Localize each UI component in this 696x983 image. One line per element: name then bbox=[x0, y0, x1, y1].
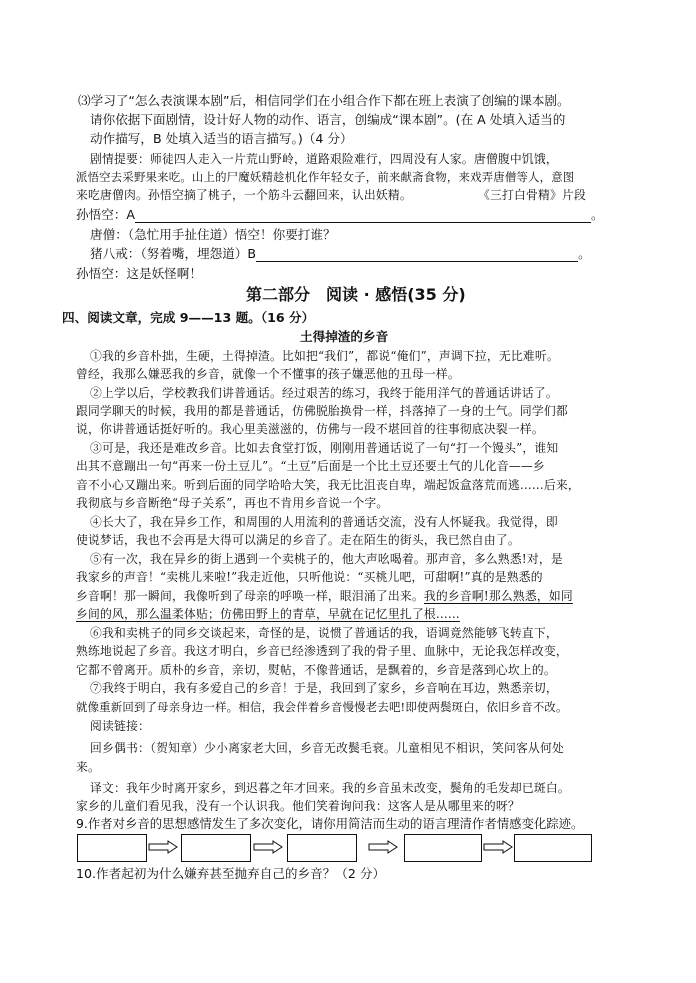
answer-box-5[interactable] bbox=[514, 834, 592, 862]
section-four-heading: 四、阅读文章，完成 9——13 题。（16 分） bbox=[62, 310, 315, 325]
article-paragraph-6-line3: 它都不曾离开。质朴的乡音，亲切，熨帖，不像普通话，是飘着的，乡音是落到心坎上的。 bbox=[76, 663, 556, 677]
q3-plot-line1: 剧情提要：师徒四人走入一片荒山野岭，道路艰险难行，四周没有人家。唐僧腹中饥饿， bbox=[90, 152, 558, 166]
arrow-right-icon bbox=[148, 840, 178, 854]
dialogue-wukong-a-end: 。 bbox=[591, 207, 604, 222]
arrow-right-icon bbox=[483, 840, 513, 854]
q3-intro-line2: 请你依据下面剧情，设计好人物的动作、语言，创编成“课本剧”。(在 A 处填入适当的 bbox=[90, 112, 566, 127]
dialogue-bajie-b bbox=[90, 246, 591, 262]
dialogue-wukong-a bbox=[76, 207, 604, 223]
article-paragraph-3-line4: 我彻底与乡音断绝“母子关系”，再也不肯用乡音说一个字。 bbox=[76, 496, 389, 510]
article-paragraph-4-line1: ④长大了，我在异乡工作，和周围的人用流利的普通话交流，没有人怀疑我。我觉得，即 bbox=[90, 515, 558, 529]
answer-blank-a[interactable] bbox=[135, 210, 591, 223]
dialogue-bajie-b-label: 猪八戒：（努着嘴，埋怨道）B bbox=[90, 246, 257, 261]
article-paragraph-2-line3: 说，你讲普通话挺好听的。我心里美滋滋的，仿佛与一段不堪回首的往事彻底决裂一样。 bbox=[76, 422, 544, 436]
article-paragraph-3-line2: 出其不意蹦出一句“再来一份土豆儿”。“土豆”后面是一个比土豆还要土气的儿化音——乡 bbox=[76, 459, 545, 473]
answer-box-3[interactable] bbox=[287, 834, 357, 862]
q3-plot-line2: 派悟空去采野果来吃。山上的尸魔妖精趁机化作年轻女子，前来献斋食物，来戏弄唐僧等人，意图 bbox=[76, 170, 575, 184]
dialogue-wukong-a-label: 孙悟空：A bbox=[76, 207, 135, 222]
article-title: 土得掉渣的乡音 bbox=[300, 329, 389, 344]
dialogue-tangseng: 唐僧：（急忙用手扯住道）悟空！你要打谁？ bbox=[90, 227, 336, 242]
dialogue-bajie-b-end: 。 bbox=[578, 246, 591, 261]
reading-link-label: 阅读链接： bbox=[90, 719, 150, 733]
article-paragraph-3-line3: 音不小心又蹦出来。听到后面的同学哈哈大笑，我无比沮丧自卑，端起饭盒落荒而逃……后来， bbox=[76, 478, 580, 492]
dialogue-wukong-end: 孙悟空：这是妖怪啊！ bbox=[76, 266, 202, 281]
question-9: 9.作者对乡音的思想感情发生了多次变化，请你用简洁而生动的语言理清作者情感变化踪迹。 bbox=[76, 816, 584, 831]
article-paragraph-5-line3 bbox=[76, 588, 573, 604]
answer-box-2[interactable] bbox=[181, 834, 251, 862]
article-paragraph-5-line2: 我家乡的声音！“卖桃儿来啦!”我走近他，只听他说：“买桃儿吧，可甜啊!”真的是熟悉的 bbox=[76, 570, 543, 584]
article-paragraph-1-line1: ①我的乡音朴拙，生硬，土得掉渣。比如把“我们”，都说“俺们”，声调下拉，无比难听。 bbox=[90, 349, 559, 363]
article-paragraph-7-line2: 就像重新回到了母亲身边一样。相信，我会伴着乡音慢慢老去吧!即使两鬓斑白，依旧乡音不改。 bbox=[76, 700, 568, 714]
translation-line2: 家乡的儿童们看见我，没有一个认识我。他们笑着询问我：这客人是从哪里来的呀？ bbox=[76, 799, 520, 813]
q3-intro-line1: ⑶学习了“怎么表演课本剧”后，相信同学们在小组合作下都在班上表演了创编的课本剧。 bbox=[78, 93, 570, 108]
translation-line1: 译文：我年少时离开家乡，到迟暮之年才回来。我的乡音虽未改变，鬓角的毛发却已斑白。 bbox=[90, 781, 570, 795]
article-paragraph-2-line2: 跟同学聊天的时候，我用的都是普通话，仿佛脱胎换骨一样，抖落掉了一身的土气。同学们都 bbox=[76, 404, 568, 418]
answer-blank-b[interactable] bbox=[256, 249, 578, 262]
question-10: 10.作者起初为什么嫌弃甚至抛弃自己的乡音？（2 分） bbox=[76, 866, 386, 881]
article-paragraph-6-line2: 熟练地说起了乡音。我这才明白，乡音已经渗透到了我的骨子里、血脉中，无论我怎样改变， bbox=[76, 644, 568, 658]
poem-line1: 回乡偶书：（贺知章）少小离家老大回，乡音无改鬓毛衰。儿童相见不相识，笑问客从何处 bbox=[90, 741, 564, 755]
article-paragraph-7-line1: ⑦我终于明白，我有多爱自己的乡音！于是，我回到了家乡，乡音响在耳边，熟悉亲切， bbox=[90, 681, 558, 695]
answer-box-1[interactable] bbox=[77, 834, 147, 862]
article-paragraph-5-line1: ⑤有一次，我在异乡的街上遇到一个卖桃子的，他大声吆喝着。那声音，多么熟悉!对，是 bbox=[90, 552, 563, 566]
q3-intro-line3: 动作描写，B 处填入适当的语言描写。)（4 分） bbox=[90, 131, 353, 146]
article-paragraph-3-line1: ③可是，我还是难改乡音。比如去食堂打饭，刚刚用普通话说了一句“打一个馒头”，谁知 bbox=[90, 441, 559, 455]
part-title: 第二部分 阅读 · 感悟(35 分) bbox=[246, 285, 466, 304]
underlined-sentence-end: 乡间的风，那么温柔体贴；仿佛田野上的青草，早就在记忆里扎了根…… bbox=[76, 607, 460, 621]
article-paragraph-6-line1: ⑥我和卖桃子的同乡交谈起来，奇怪的是，说惯了普通话的我，语调竟然能够飞转直下， bbox=[90, 626, 558, 640]
article-paragraph-5-line3-text: 乡音啊！那一瞬间，我像听到了母亲的呼唤一样，眼泪涌了出来。 bbox=[76, 589, 424, 603]
arrow-right-icon bbox=[368, 840, 398, 854]
poem-line2: 来。 bbox=[76, 760, 100, 774]
q3-plot-line3: 来吃唐僧肉。孙悟空摘了桃子，一个筋斗云翻回来，认出妖精。 bbox=[76, 188, 412, 202]
article-paragraph-1-line2: 曾经，我那么嫌恶我的乡音，就像一个不懂事的孩子嫌恶他的丑母一样。 bbox=[76, 367, 460, 381]
answer-box-4[interactable] bbox=[404, 834, 482, 862]
article-paragraph-4-line2: 使说梦话，我也不会再是大得可以满足的乡音了。走在陌生的街头，我已然自由了。 bbox=[76, 533, 520, 547]
arrow-right-icon bbox=[253, 840, 283, 854]
underlined-sentence-start: 我的乡音啊!那么熟悉，如同 bbox=[423, 589, 573, 603]
article-paragraph-2-line1: ②上学以后，学校教我们讲普通话。经过艰苦的练习，我终于能用洋气的普通话讲话了。 bbox=[90, 386, 558, 400]
q3-plot-source: 《三打白骨精》片段 bbox=[478, 188, 586, 202]
